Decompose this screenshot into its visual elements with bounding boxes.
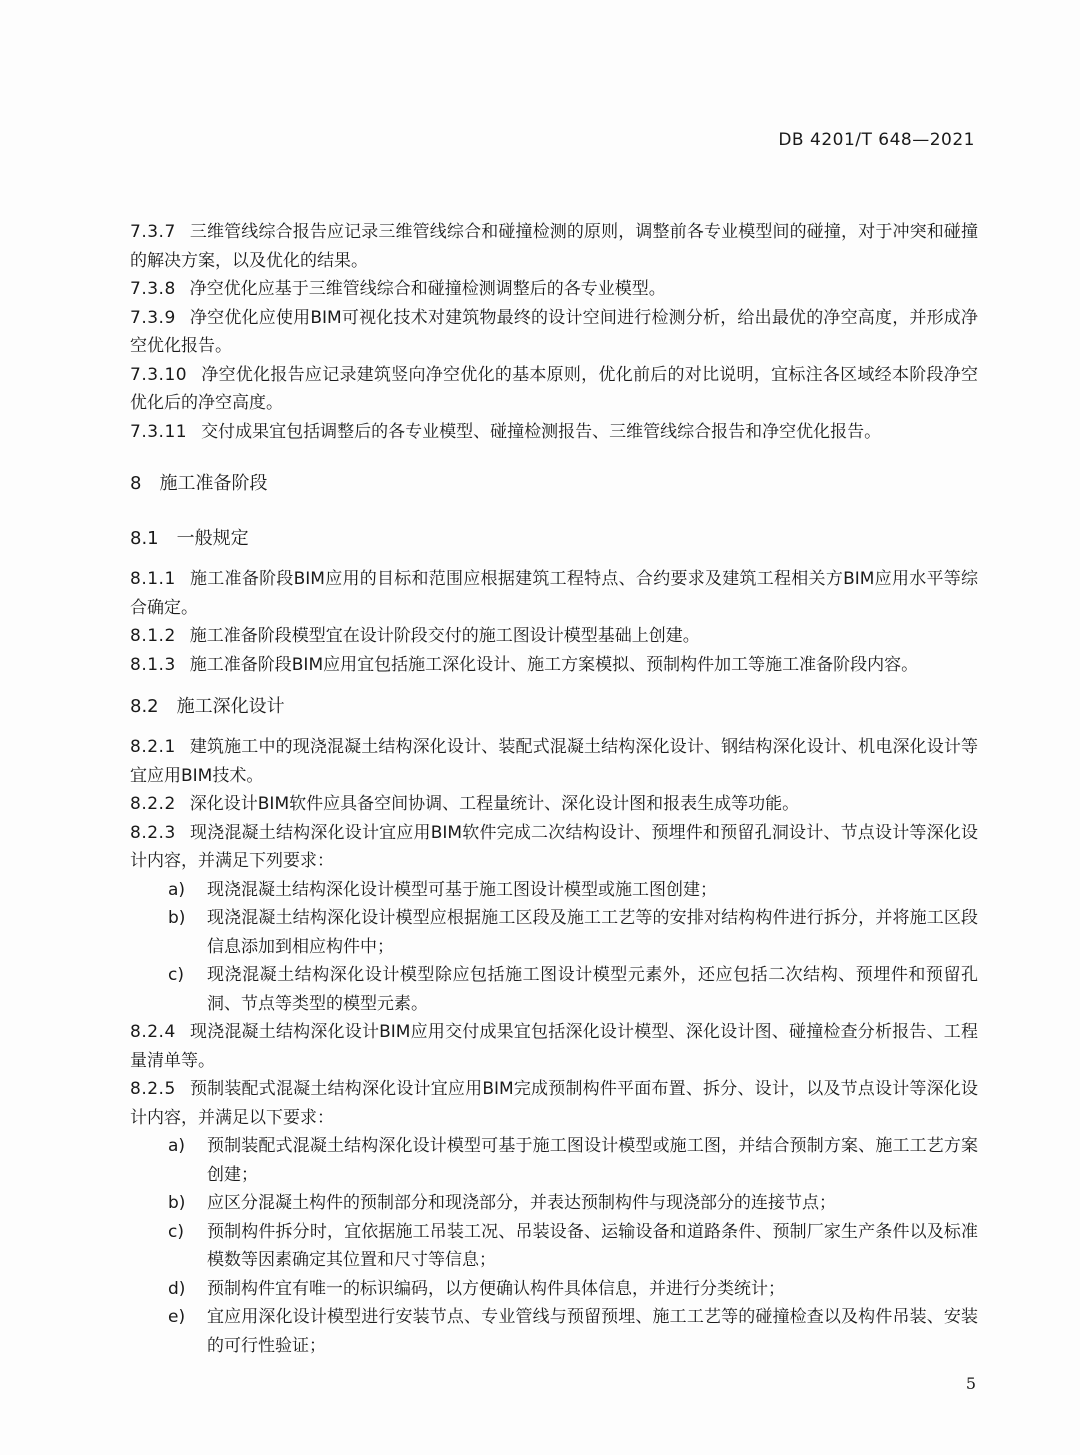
clause-number: 8.1.1: [130, 569, 176, 589]
clause-8-1-1: [130, 565, 978, 622]
clause-8-2-1: [130, 733, 978, 790]
clause-number: 8.2.3: [130, 822, 176, 843]
clause-7-3-9: [130, 304, 978, 361]
page-number: 5: [965, 1374, 976, 1393]
clause-7-3-11: [130, 418, 978, 447]
clause-text: 三维管线综合报告应记录三维管线综合和碰撞检测的原则，调整前各专业模型间的碰撞，对于冲突和碰撞的解决方案，以及优化的结果。: [130, 222, 978, 271]
clause-text: 净空优化报告应记录建筑竖向净空优化的基本原则，优化前后的对比说明，宜标注各区域经本阶段净空优化后的净空高度。: [130, 364, 978, 413]
clause-7-3-8: [130, 275, 978, 304]
clause-8-2-2: [130, 790, 978, 819]
clause-8-2-3: [130, 819, 978, 876]
clause-text: 现浇混凝土结构深化设计BIM应用交付成果宜包括深化设计模型、深化设计图、碰撞检查分析报告、工程量清单等。: [130, 1022, 978, 1071]
list-text: 预制构件宜有唯一的标识编码，以方便确认构件具体信息，并进行分类统计；: [207, 1278, 785, 1299]
clause-number: 8.2.2: [130, 794, 176, 814]
clause-text: 现浇混凝土结构深化设计宜应用BIM软件完成二次结构设计、预埋件和预留孔洞设计、节点设计等深化设计内容，并满足下列要求：: [130, 822, 978, 871]
clause-number: 8.2.1: [130, 737, 176, 757]
list-label: e): [168, 1307, 186, 1327]
clause-number: 7.3.7: [130, 222, 176, 242]
clause-number: 8.2.5: [130, 1079, 176, 1099]
section-title: 施工深化设计: [176, 696, 285, 717]
list-text: 宜应用深化设计模型进行安装节点、专业管线与预留预埋、施工工艺等的碰撞检查以及构件吊装、安装的可行性验证；: [207, 1307, 978, 1356]
clause-8-2-4: [130, 1018, 978, 1075]
list-label: c): [168, 965, 184, 985]
list-item: [130, 1218, 978, 1275]
clause-text: 施工准备阶段BIM应用的目标和范围应根据建筑工程特点、合约要求及建筑工程相关方BIM应用水平等综合确定。: [130, 569, 978, 618]
clause-text: 预制装配式混凝土结构深化设计宜应用BIM完成预制构件平面布置、拆分、设计，以及节点设计等深化设计内容，并满足以下要求：: [130, 1079, 978, 1128]
clause-text: 建筑施工中的现浇混凝土结构深化设计、装配式混凝土结构深化设计、钢结构深化设计、机电深化设计等宜应用BIM技术。: [130, 737, 978, 786]
section-number: 8.2: [130, 696, 159, 717]
list-label: a): [168, 1136, 186, 1156]
chapter-title: 施工准备阶段: [159, 473, 268, 494]
list-text: 现浇混凝土结构深化设计模型除应包括施工图设计模型元素外，还应包括二次结构、预埋件和预留孔洞、节点等类型的模型元素。: [207, 965, 978, 1014]
clause-number: 8.2.4: [130, 1022, 176, 1042]
list-label: d): [168, 1278, 186, 1299]
list-item: [130, 961, 978, 1018]
list-label: c): [168, 1221, 184, 1242]
page-content: [130, 218, 978, 1360]
clause-number: 7.3.8: [130, 279, 176, 299]
clause-number: 8.1.3: [130, 654, 176, 675]
list-text: 现浇混凝土结构深化设计模型应根据施工区段及施工工艺等的安排对结构构件进行拆分，并将施工区段信息添加到相应构件中；: [207, 908, 978, 957]
clause-8-1-2: [130, 622, 978, 651]
clause-8-1-3: [130, 651, 978, 680]
chapter-heading: [130, 470, 978, 498]
section-title: 一般规定: [176, 528, 249, 549]
section-number: 8.1: [130, 528, 159, 549]
list-item: [130, 1275, 978, 1304]
clause-number: 7.3.10: [130, 364, 188, 385]
clause-text: 净空优化应基于三维管线综合和碰撞检测调整后的各专业模型。: [189, 279, 666, 299]
list-text: 预制构件拆分时，宜依据施工吊装工况、吊装设备、运输设备和道路条件、预制厂家生产条件以及标准模数等因素确定其位置和尺寸等信息；: [207, 1221, 978, 1270]
clause-7-3-10: [130, 361, 978, 418]
clause-text: 交付成果宜包括调整后的各专业模型、碰撞检测报告、三维管线综合报告和净空优化报告。: [201, 421, 882, 442]
list-item: [130, 1189, 978, 1218]
section-heading-8-2: [130, 693, 978, 721]
clause-number: 8.1.2: [130, 626, 176, 646]
clause-text: 净空优化应使用BIM可视化技术对建筑物最终的设计空间进行检测分析，给出最优的净空高度，并形成净空优化报告。: [130, 307, 978, 356]
list-label: b): [168, 908, 186, 928]
list-text: 现浇混凝土结构深化设计模型可基于施工图设计模型或施工图创建；: [207, 879, 717, 900]
document-code: DB 4201/T 648—2021: [778, 130, 975, 150]
list-label: b): [168, 1193, 186, 1213]
list-text: 预制装配式混凝土结构深化设计模型可基于施工图设计模型或施工图，并结合预制方案、施工工艺方案创建；: [207, 1136, 978, 1185]
chapter-number: 8: [130, 473, 142, 494]
list-item: [130, 876, 978, 905]
list-text: 应区分混凝土构件的预制部分和现浇部分，并表达预制构件与现浇部分的连接节点；: [207, 1193, 836, 1213]
clause-number: 7.3.11: [130, 421, 188, 442]
section-heading-8-1: [130, 525, 978, 553]
clause-text: 深化设计BIM软件应具备空间协调、工程量统计、深化设计图和报表生成等功能。: [189, 794, 800, 814]
clause-text: 施工准备阶段模型宜在设计阶段交付的施工图设计模型基础上创建。: [189, 626, 700, 646]
list-item: [130, 1303, 978, 1360]
list-item: [130, 904, 978, 961]
clause-number: 7.3.9: [130, 307, 176, 328]
clause-8-2-5: [130, 1075, 978, 1132]
list-label: a): [168, 879, 186, 900]
list-item: [130, 1132, 978, 1189]
clause-7-3-7: [130, 218, 978, 275]
clause-text: 施工准备阶段BIM应用宜包括施工深化设计、施工方案模拟、预制构件加工等施工准备阶段内容。: [189, 654, 919, 675]
